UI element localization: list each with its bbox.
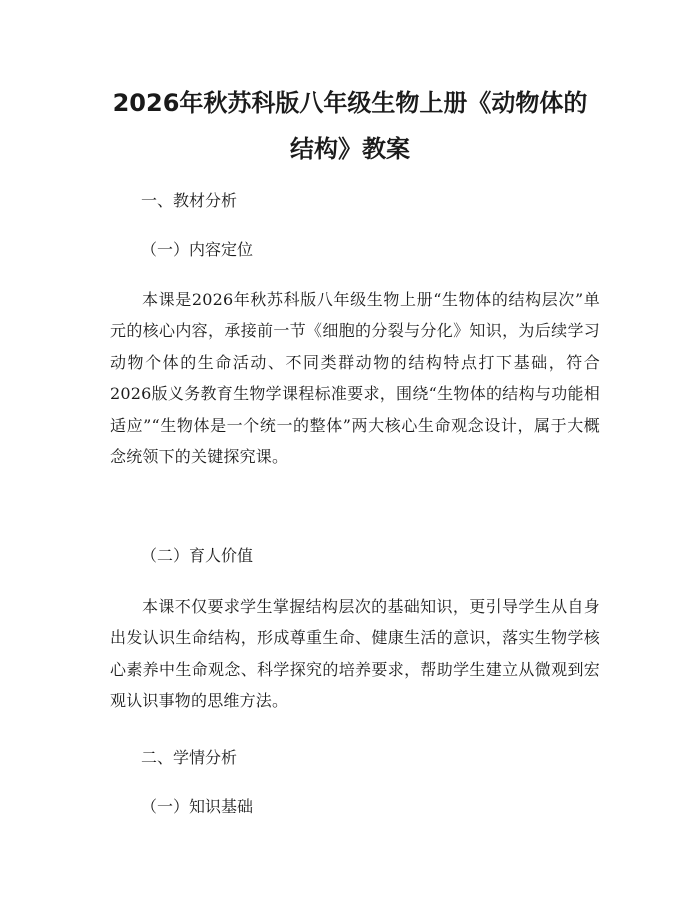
paragraph-content-positioning: 本课是2026年秋苏科版八年级生物上册“生物体的结构层次”单元的核心内容，承接前一节《细胞的分裂与分化》知识，为后续学习动物个体的生命活动、不同类群动物的结构特点打下基础，符合2026版义务教育生物学课程标准要求，围绕“生物体的结构与功能相适应”“生物体是一个统一的整体”两大核心生命观念设计，属于大概念统领下的关键探究课。 <box>110 290 600 467</box>
document-title-line-1: 2026年秋苏科版八年级生物上册《动物体的 <box>112 89 588 117</box>
section-heading-student-analysis: 二、学情分析 <box>141 748 238 767</box>
paragraph-educational-value: 本课不仅要求学生掌握结构层次的基础知识，更引导学生从自身出发认识生命结构，形成尊重生命、健康生活的意识，落实生物学核心素养中生命观念、科学探究的培养要求，帮助学生建立从微观到宏观认识事物的思维方法。 <box>110 597 600 711</box>
section-heading-textbook-analysis: 一、教材分析 <box>141 191 238 210</box>
subsection-heading-educational-value: （二）育人价值 <box>141 546 254 565</box>
subsection-heading-knowledge-basis: （一）知识基础 <box>141 797 254 816</box>
subsection-heading-content-positioning: （一）内容定位 <box>141 240 254 259</box>
document-title-line-2: 结构》教案 <box>290 135 410 163</box>
